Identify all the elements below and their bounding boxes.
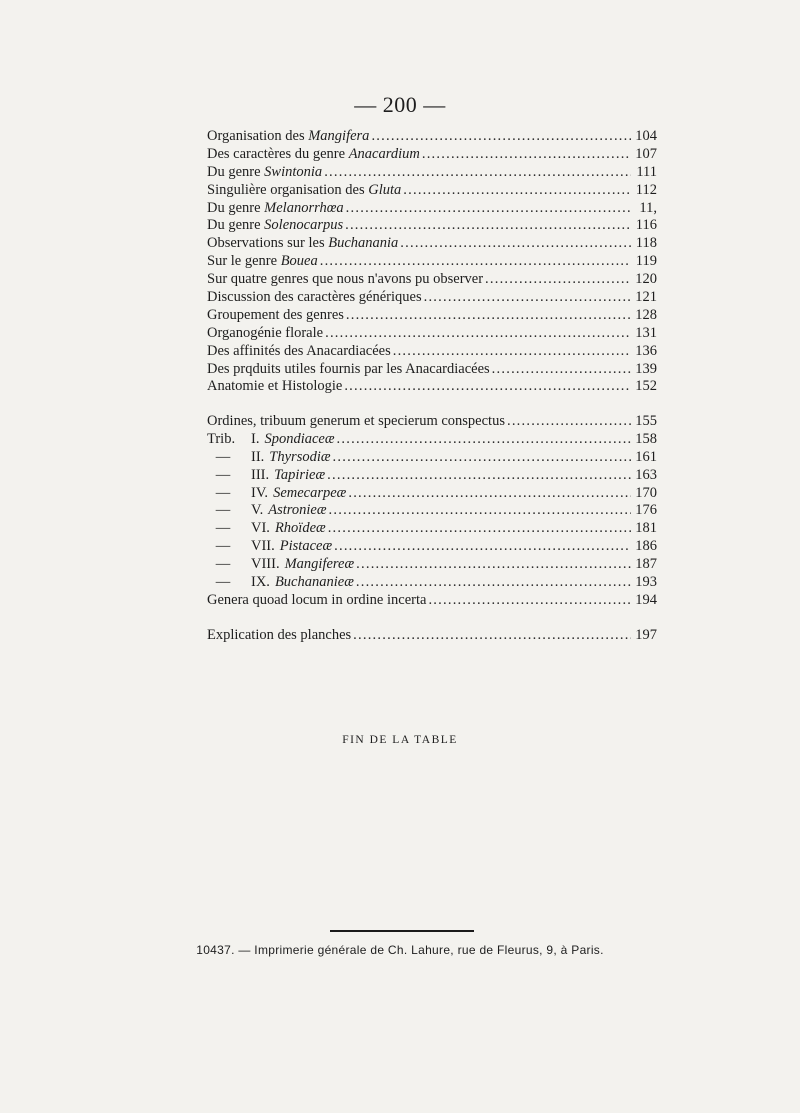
- toc-entry-text: Observations sur les: [207, 235, 329, 252]
- dot-leader: [507, 413, 631, 431]
- dot-leader: [346, 307, 631, 325]
- toc-entry: [207, 574, 657, 592]
- dot-leader: [333, 449, 631, 467]
- toc-entry-page: 176: [635, 502, 657, 519]
- tribe-name: Astronieæ: [268, 502, 327, 519]
- closing-rule: [330, 930, 474, 932]
- dot-leader: [327, 467, 631, 485]
- dot-leader: [424, 289, 631, 307]
- toc-entry-title: [207, 485, 346, 503]
- toc-entry-page: 118: [635, 235, 657, 252]
- dot-leader: [400, 235, 631, 253]
- dot-leader: [328, 520, 631, 538]
- tribe-prefix: —: [215, 538, 231, 555]
- toc-entry-page: 128: [635, 306, 657, 323]
- tribe-name: Pistaceæ: [279, 538, 333, 555]
- tribe-numeral: VIII.: [251, 556, 280, 573]
- tribe-prefix: —: [215, 448, 231, 465]
- tribe-prefix: —: [215, 520, 231, 537]
- dot-leader: [353, 627, 631, 645]
- toc-entry-title: [207, 200, 344, 218]
- tribe-numeral: V.: [251, 502, 264, 519]
- tribe-name: Thyrsodiæ: [269, 448, 331, 465]
- table-of-contents-plates: [207, 627, 657, 645]
- tribe-prefix: —: [215, 556, 231, 573]
- toc-entry-page: 131: [635, 324, 657, 341]
- toc-entry-page: 161: [635, 448, 657, 465]
- end-of-table-note: FIN DE LA TABLE: [342, 734, 458, 746]
- toc-entry-text: Genera quoad locum in ordine incerta: [207, 591, 427, 608]
- toc-entry: [207, 164, 657, 182]
- toc-entry-page: 197: [635, 627, 657, 643]
- tribe-prefix: —: [215, 466, 231, 483]
- toc-entry-title: [207, 128, 369, 146]
- toc-entry: [207, 627, 657, 645]
- toc-entry-text: Du genre: [207, 163, 265, 180]
- tribe-name: Buchananieæ: [274, 574, 354, 591]
- toc-entry: [207, 538, 657, 556]
- page-number: — 200 —: [354, 92, 446, 117]
- toc-entry: [207, 449, 657, 467]
- toc-entry: [207, 289, 657, 307]
- tribe-numeral: II.: [251, 448, 265, 465]
- toc-entry-page: 104: [635, 128, 657, 144]
- toc-entry-page: 112: [635, 181, 657, 198]
- toc-entry-text: Ordines, tribuum generum et specierum conspectus: [207, 413, 505, 429]
- toc-entry-title: [207, 627, 351, 645]
- dot-leader: [320, 253, 631, 271]
- toc-entry-text: Explication des planches: [207, 627, 352, 643]
- toc-entry-title: [207, 271, 483, 289]
- tribe-name: Semecarpeæ: [273, 484, 347, 501]
- toc-entry-title: [207, 556, 354, 574]
- toc-entry-genus: Gluta: [368, 181, 402, 198]
- dot-leader: [344, 378, 631, 396]
- dot-leader: [337, 431, 631, 449]
- toc-entry-text: Des prqduits utiles fournis par les Anacardiacées: [207, 360, 490, 377]
- toc-entry-title: [207, 235, 398, 253]
- dot-leader: [428, 592, 631, 610]
- tribe-name: Mangifereæ: [284, 556, 355, 573]
- toc-entry: [207, 431, 657, 449]
- toc-entry: [207, 325, 657, 343]
- dot-leader: [422, 146, 631, 164]
- toc-entry-title: [207, 520, 326, 538]
- toc-entry: [207, 520, 657, 538]
- toc-entry: [207, 307, 657, 325]
- toc-entry-text: Du genre: [207, 199, 265, 216]
- toc-entry-page: 136: [635, 342, 657, 359]
- toc-entry: [207, 467, 657, 485]
- toc-entry-title: [207, 182, 401, 200]
- toc-entry-page: 107: [635, 145, 657, 162]
- tribe-name: Tapirieæ: [274, 466, 326, 483]
- tribe-name: Rhoïdeæ: [274, 520, 326, 537]
- toc-entry: [207, 200, 657, 218]
- toc-entry-text: Singulière organisation des: [207, 181, 369, 198]
- toc-entry-page: 158: [635, 430, 657, 447]
- tribe-numeral: VI.: [251, 520, 270, 537]
- toc-entry-page: 155: [635, 413, 657, 429]
- toc-entry-title: [207, 325, 323, 343]
- dot-leader: [324, 164, 631, 182]
- toc-entry: [207, 413, 657, 431]
- dot-leader: [348, 485, 631, 503]
- toc-entry-title: [207, 413, 505, 431]
- toc-entry: [207, 556, 657, 574]
- toc-entry-text: Sur le genre: [207, 253, 281, 270]
- toc-entry-title: [207, 502, 327, 520]
- dot-leader: [325, 325, 631, 343]
- tribe-numeral: IV.: [251, 484, 269, 501]
- toc-entry: [207, 217, 657, 235]
- toc-entry-text: Anatomie et Histologie: [207, 378, 343, 395]
- toc-entry: [207, 378, 657, 396]
- dot-leader: [403, 182, 631, 200]
- toc-entry-title: [207, 574, 354, 592]
- dot-leader: [329, 502, 631, 520]
- dot-leader: [356, 574, 631, 592]
- toc-entry: [207, 235, 657, 253]
- toc-entry-title: [207, 378, 342, 396]
- toc-entry: [207, 592, 657, 610]
- toc-entry-genus: Swintonia: [264, 163, 323, 180]
- toc-entry-title: [207, 467, 325, 485]
- toc-entry: [207, 361, 657, 379]
- table-of-contents-main: [207, 128, 657, 396]
- toc-entry: [207, 271, 657, 289]
- toc-entry-text: Des affinités des Anacardiacées: [207, 342, 391, 359]
- toc-entry-title: [207, 253, 318, 271]
- toc-entry: [207, 128, 657, 146]
- toc-entry-page: 187: [635, 556, 657, 573]
- tribe-prefix: Trib.: [207, 430, 236, 447]
- toc-entry-genus: Solenocarpus: [264, 217, 344, 234]
- dot-leader: [334, 538, 631, 556]
- tribe-name: Spondiaceæ: [264, 430, 335, 447]
- toc-entry-text: Organogénie florale: [207, 324, 324, 341]
- toc-entry: [207, 485, 657, 503]
- toc-entry-title: [207, 146, 420, 164]
- toc-entry-page: 193: [635, 574, 657, 591]
- toc-entry-page: 121: [635, 289, 657, 306]
- toc-entry-page: 111: [636, 163, 657, 180]
- toc-entry-genus: Bouea: [280, 253, 318, 270]
- tribe-prefix: —: [215, 502, 231, 519]
- dot-leader: [492, 361, 631, 379]
- toc-entry-page: 116: [635, 217, 657, 234]
- toc-entry-page: 139: [635, 360, 657, 377]
- toc-entry-title: [207, 289, 422, 307]
- toc-entry-page: 194: [635, 591, 657, 608]
- toc-entry-title: [207, 164, 322, 182]
- toc-entry-text: Sur quatre genres que nous n'avons pu observer: [207, 271, 484, 288]
- toc-entry-page: 119: [635, 253, 657, 270]
- toc-entry-genus: Anacardium: [348, 145, 420, 162]
- toc-entry-genus: Buchanania: [328, 235, 399, 252]
- dot-leader: [393, 343, 631, 361]
- toc-entry-title: [207, 449, 331, 467]
- toc-entry-genus: Melanorrhœa: [264, 199, 344, 216]
- toc-entry: [207, 146, 657, 164]
- dot-leader: [346, 200, 631, 218]
- toc-entry-page: 170: [635, 484, 657, 501]
- toc-entry-title: [207, 343, 391, 361]
- toc-entry: [207, 502, 657, 520]
- toc-entry-title: [207, 307, 344, 325]
- tribe-prefix: —: [215, 574, 231, 591]
- toc-entry: [207, 343, 657, 361]
- tribe-numeral: VII.: [251, 538, 275, 555]
- table-of-contents-conspectus: [207, 413, 657, 610]
- toc-entry-title: [207, 217, 343, 235]
- dot-leader: [485, 271, 631, 289]
- toc-entry-text: Du genre: [207, 217, 265, 234]
- printer-imprint: 10437. — Imprimerie générale de Ch. Lahure, rue de Fleurus, 9, à Paris.: [196, 943, 604, 957]
- toc-entry-page: 11,: [639, 199, 657, 216]
- toc-entry-title: [207, 431, 335, 449]
- toc-entry-title: [207, 592, 426, 610]
- tribe-numeral: I.: [251, 430, 260, 447]
- toc-entry-title: [207, 361, 490, 379]
- toc-entry-text: Groupement des genres: [207, 306, 344, 323]
- toc-entry: [207, 182, 657, 200]
- toc-entry-genus: Mangifera: [308, 128, 370, 144]
- tribe-numeral: III.: [251, 466, 270, 483]
- tribe-numeral: IX.: [251, 574, 270, 591]
- toc-entry: [207, 253, 657, 271]
- toc-entry-page: 181: [635, 520, 657, 537]
- toc-entry-page: 120: [635, 271, 657, 288]
- toc-entry-text: Organisation des: [207, 128, 309, 144]
- toc-entry-text: Des caractères du genre: [207, 145, 349, 162]
- tribe-prefix: —: [215, 484, 231, 501]
- toc-entry-page: 152: [635, 378, 657, 395]
- dot-leader: [371, 128, 631, 146]
- toc-entry-page: 163: [635, 466, 657, 483]
- dot-leader: [356, 556, 631, 574]
- toc-entry-text: Discussion des caractères génériques: [207, 289, 422, 306]
- toc-entry-title: [207, 538, 332, 556]
- toc-entry-page: 186: [635, 538, 657, 555]
- dot-leader: [345, 217, 631, 235]
